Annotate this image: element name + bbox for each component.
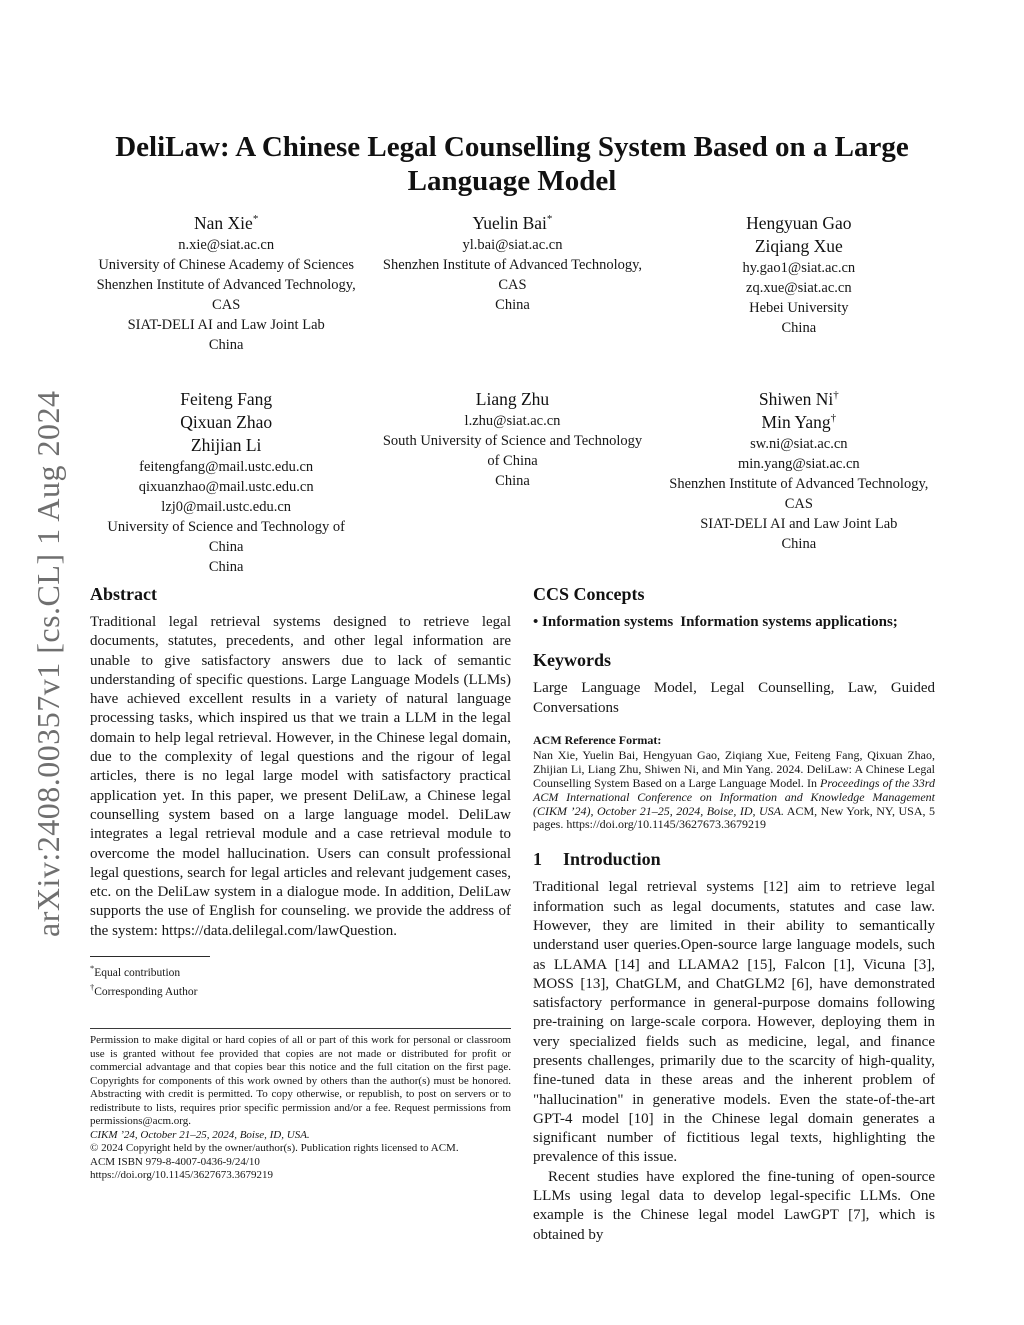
title-footnotes <box>90 956 511 1000</box>
author-country: China <box>495 297 530 313</box>
author-affiliation-line: South University of Science and Technology of China <box>382 433 643 469</box>
introduction-heading: 1 Introduction <box>533 849 661 870</box>
author-affiliation-line: Shenzhen Institute of Advanced Technology, CAS <box>96 277 356 313</box>
author-name: Min Yang† <box>761 412 837 432</box>
corresponding-author-marker: † <box>830 412 837 425</box>
author-name: Ziqiang Xue <box>754 236 843 256</box>
author-country: China <box>495 473 530 489</box>
ccs-heading: CCS Concepts <box>533 584 645 604</box>
author-affiliation-line: University of Science and Technology of China <box>107 519 345 555</box>
author-affiliation-line: Shenzhen Institute of Advanced Technology, CAS <box>669 476 929 512</box>
equal-contribution-marker: * <box>546 213 553 226</box>
footnote-rule <box>90 956 210 957</box>
permission-block <box>90 1028 511 1183</box>
author-name: Liang Zhu <box>475 389 550 409</box>
author-email: zq.xue@siat.ac.cn <box>746 280 852 296</box>
footnote-equal-contribution: *Equal contribution <box>90 963 181 979</box>
author-country: China <box>208 337 244 353</box>
author-affiliation-line: University of Chinese Academy of Sciences <box>98 257 355 273</box>
author-name: Zhijian Li <box>190 435 262 455</box>
author-country: China <box>781 536 817 552</box>
ccs-concepts-line: • Information systems Information systems applications; <box>533 614 898 630</box>
author-email: hy.gao1@siat.ac.cn <box>742 260 856 276</box>
acm-reference-text: Nan Xie, Yuelin Bai, Hengyuan Gao, Ziqiang Xue, Feiteng Fang, Qixuan Zhao, Zhijian Li, Liang Zhu, Shiwen Ni, and Min Yang. 2024. DeliLaw: A Chinese Legal Counselling System Based on a Large Language Model. In Proceedings of the 33rd ACM International Conference on Information and Knowledge Management (CIKM ’24), October 21–25, 2024, Boise, ID, USA. ACM, New York, NY, USA, 5 pages. https://doi.org/10.1145/3627673.3679219 <box>533 747 935 832</box>
author-name: Yuelin Bai* <box>472 213 553 233</box>
keywords-heading: Keywords <box>533 650 611 671</box>
author-block-shiwen-ni <box>663 388 935 577</box>
author-block-hengyuan-gao <box>663 212 935 355</box>
isbn: ACM ISBN 979-8-4007-0436-9/24/10 <box>90 1155 260 1168</box>
abstract-text: Traditional legal retrieval systems designed to retrieve legal documents, statutes, precedents, and other legal information are unable to give satisfactory answers due to lack of semantic understanding of specific questions. Large Language Models (LLMs) have achieved excellent results in a variety of natural language processing tasks, which inspired us that we train a LLM in the legal domain to help legal retrieval. However, in the Chinese legal domain, due to the complexity of legal questions and the rigour of legal articles, there is no legal large model with satisfactory practical application yet. In this paper, we present DeliLaw, a Chinese legal counselling system based on a large language model. DeliLaw integrates a legal retrieval module and a case retrieval module to overcome the model hallucination. Users can consult professional legal questions, search for legal articles and relevant judgement cases, etc. on the DeliLaw system in a dialogue mode. In addition, DeliLaw supports the use of English for counseling. we provide the address of the system: https://data.delilegal.com/lawQuestion. <box>90 614 511 939</box>
author-email: yl.bai@siat.ac.cn <box>462 237 563 253</box>
author-affiliation-line: SIAT-DELI AI and Law Joint Lab <box>700 516 898 532</box>
author-name: Shiwen Ni† <box>758 389 839 409</box>
asterisk-marker: * <box>90 963 95 973</box>
author-name: Hengyuan Gao <box>746 213 852 233</box>
author-email: l.zhu@siat.ac.cn <box>464 413 561 429</box>
acm-reference-heading: ACM Reference Format: <box>533 732 662 747</box>
author-email: n.xie@siat.ac.cn <box>178 237 275 253</box>
author-country: China <box>208 559 244 575</box>
author-email: lzj0@mail.ustc.edu.cn <box>161 499 292 515</box>
doi-link: https://doi.org/10.1145/3627673.3679219 <box>90 1169 274 1181</box>
author-email: feitengfang@mail.ustc.edu.cn <box>139 459 314 475</box>
left-column <box>90 584 511 941</box>
author-affiliation-line: SIAT-DELI AI and Law Joint Lab <box>127 317 325 333</box>
arxiv-watermark: arXiv:2408.00357v1 [cs.CL] 1 Aug 2024 <box>30 390 66 937</box>
corresponding-author-marker: † <box>833 389 839 402</box>
bullet-glyph: • <box>533 614 539 630</box>
author-name: Qixuan Zhao <box>180 412 273 432</box>
author-country: China <box>781 320 817 336</box>
author-email: sw.ni@siat.ac.cn <box>750 436 848 452</box>
section-number: 1 <box>533 849 542 870</box>
conference-info: CIKM ’24, October 21–25, 2024, Boise, ID, USA. <box>90 1128 310 1141</box>
paper-title: DeliLaw: A Chinese Legal Counselling System Based on a Large Language Model <box>115 131 909 197</box>
author-name: Nan Xie* <box>194 213 259 233</box>
permission-notice: Permission to make digital or hard copies of all or part of this work for personal or classroom use is granted without fee provided that copies are not made or distributed for profit or commercial advantage and that copies bear this notice and the full citation on the first page. Copyrights for components of this work owned by others than the author(s) must be honored. Abstracting with credit is permitted. To copy otherwise, or republish, to post on servers or to redistribute to lists, requires prior specific permission and/or a fee. Request permissions from permissions@acm.org. <box>90 1034 511 1127</box>
author-block-nan-xie <box>90 212 362 355</box>
footnote-corresponding-author: †Corresponding Author <box>90 982 198 999</box>
author-block-yuelin-bai <box>376 212 648 355</box>
introduction-paragraph-2: Recent studies have explored the fine-tuning of open-source LLMs using legal data to develop legal-specific LLMs. One example is the Chinese legal model LawGPT [7], which is obtained by <box>533 1168 935 1243</box>
author-email: min.yang@siat.ac.cn <box>737 456 860 472</box>
authors-row-2 <box>90 388 935 577</box>
author-block-feiteng-fang <box>90 388 362 577</box>
equal-contribution-marker: * <box>252 213 259 226</box>
author-email: qixuanzhao@mail.ustc.edu.cn <box>138 479 314 495</box>
keywords-text: Large Language Model, Legal Counselling, Law, Guided Conversations <box>533 680 935 716</box>
author-name: Feiteng Fang <box>180 389 273 409</box>
author-affiliation-line: Shenzhen Institute of Advanced Technology, CAS <box>382 257 643 293</box>
author-affiliation-line: Hebei University <box>749 300 849 316</box>
authors-row-1 <box>90 212 935 355</box>
copyright-notice: © 2024 Copyright held by the owner/author(s). Publication rights licensed to ACM. <box>90 1142 459 1154</box>
introduction-paragraph-1: Traditional legal retrieval systems [12] aim to retrieve legal information such as legal documents, statutes and case law. However, they are limited in their ability to semantically understand user queries.Open-source large language models, such as LLAMA [14] and LLAMA2 [15], Falcon [1], Vicuna [3], MOSS [13], ChatGLM, and ChatGLM2 [6], have demonstrated satisfactory performance in general-purpose domains following pre-training on large-scale corpora. However, deploying them in very specialized fields such as medicine, legal, and finance presents challenges, primarily due to the scarcity of high-quality, fine-tuned data in these areas and the inherent problem of "hallucination" in generative models. Even the state-of-the-art GPT-4 model [10] in the Chinese legal domain generates a significant number of fictitious legal texts, highlighting the prevalence of this issue. <box>533 879 935 1166</box>
abstract-heading: Abstract <box>90 584 157 604</box>
dagger-marker: † <box>90 982 95 993</box>
author-block-liang-zhu <box>376 388 648 577</box>
right-column <box>533 584 935 1245</box>
